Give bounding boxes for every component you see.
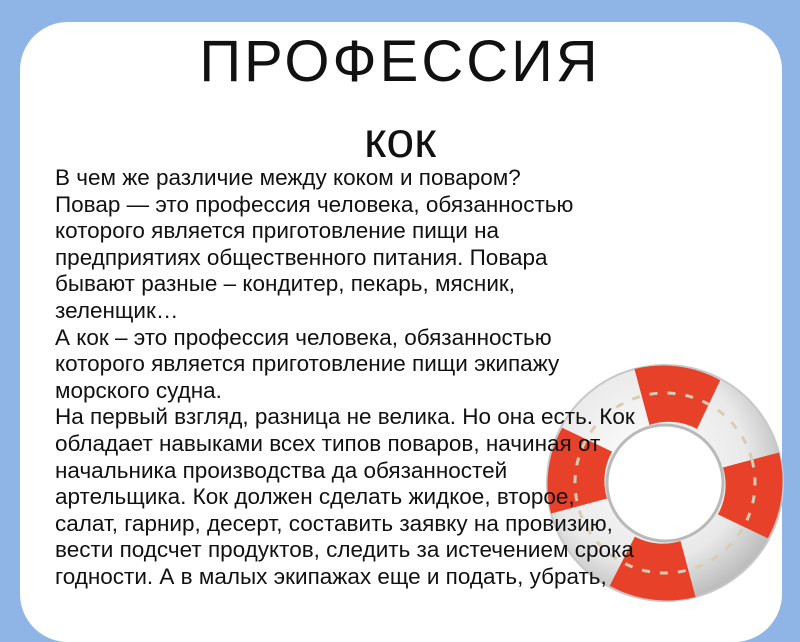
body-line: предприятиях общественного питания. Повара [55, 244, 548, 270]
slide-title: ПРОФЕССИЯ [199, 29, 601, 94]
body-line: которого является приготовление пищи экипажу [55, 351, 560, 377]
body-line: годности. А в малых экипажах еще и подать, убрать, [55, 563, 607, 589]
body-line: артельщика. Кок должен сделать жидкое, второе, [55, 484, 575, 510]
body-line: вести подсчет продуктов, следить за истечением срока [55, 537, 634, 563]
body-line: В чем же различие между коком и поваром? [55, 165, 521, 190]
body-line: которого является приготовление пищи на [55, 218, 500, 244]
body-line: морского судна. [55, 377, 222, 403]
body-line: А кок – это профессия человека, обязанностью [55, 324, 552, 350]
body-line: На первый взгляд, разница не велика. Но она есть. Кок [55, 404, 635, 430]
body-line: начальника производства да обязанностей [55, 457, 508, 483]
body-line: Повар — это профессия человека, обязанностью [55, 191, 574, 217]
body-line: зеленщик… [55, 297, 179, 323]
body-line: бывают разные – кондитер, пекарь, мясник, [55, 271, 516, 297]
body-line: салат, гарнир, десерт, составить заявку на провизию, [55, 510, 613, 536]
body-line: обладает навыками всех типов поваров, начиная от [55, 430, 601, 456]
slide-body-text [55, 165, 755, 591]
slide-subtitle: кок [363, 112, 437, 168]
